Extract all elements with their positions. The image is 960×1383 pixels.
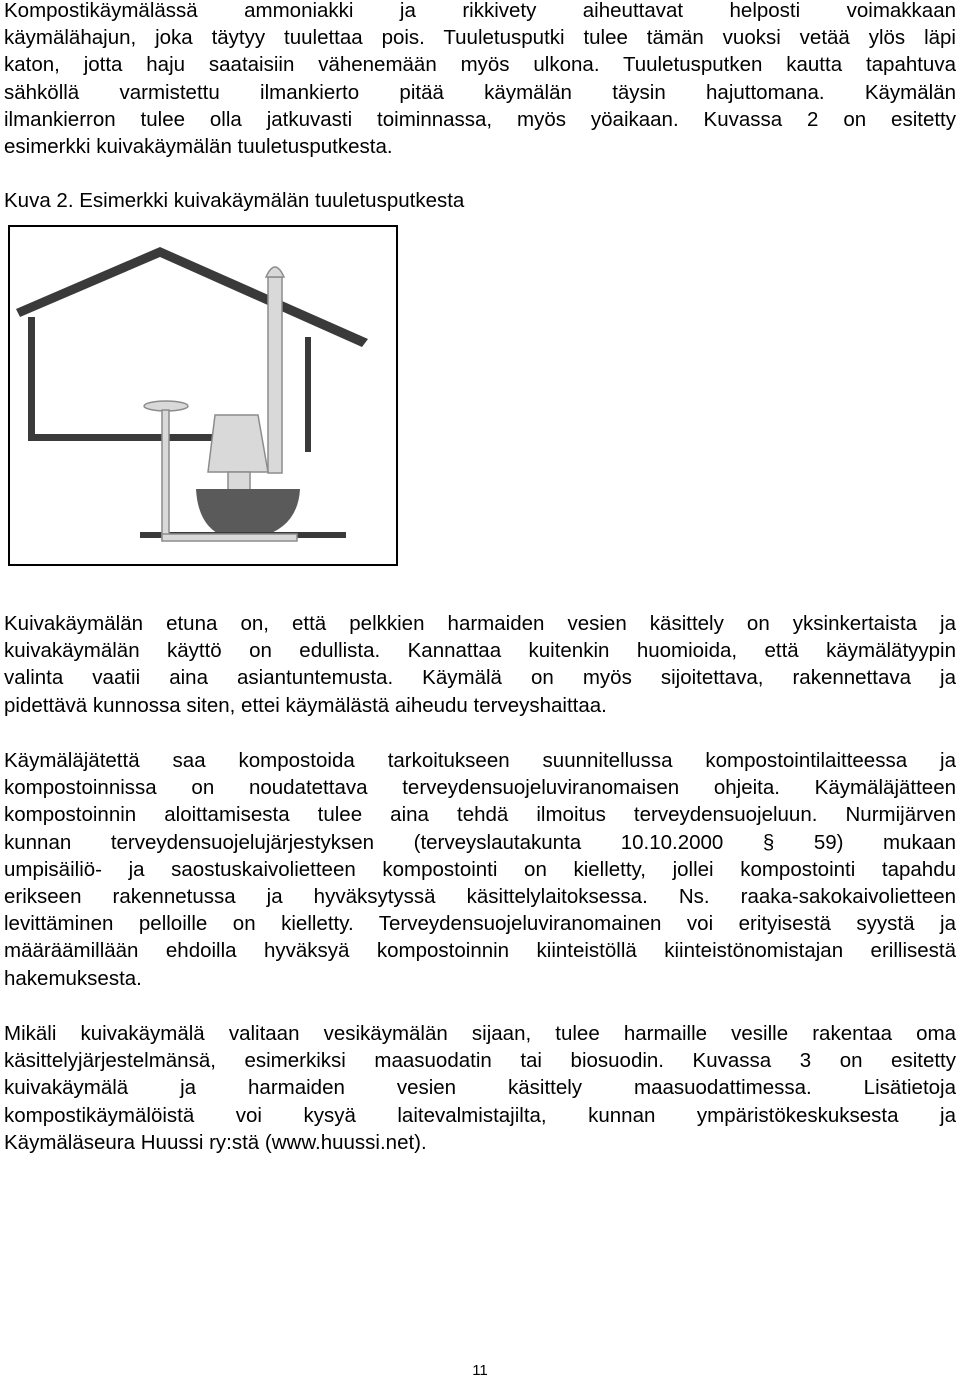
text-line: määräämillään ehdoilla hyväksyä kompostoinnin kiinteistöllä kiinteistönomistajan erillisestä bbox=[4, 939, 956, 963]
paragraph-advantages bbox=[4, 610, 956, 719]
paragraph-composting bbox=[4, 747, 956, 992]
drain-pipe bbox=[162, 534, 297, 541]
text-line: levittäminen pelloille on kielletty. Terveydensuojeluviranomainen voi erityisestä syystä ja bbox=[4, 912, 956, 936]
page-number: 11 bbox=[472, 1362, 488, 1379]
text-line: hakemuksesta. bbox=[4, 966, 142, 990]
figure-caption: Kuva 2. Esimerkki kuivakäymälän tuuletusputkesta bbox=[4, 189, 465, 212]
sink-pipe bbox=[162, 410, 169, 540]
text-line: umpisäiliö- ja saostuskaivolietteen kompostointi on kielletty, jollei kompostointi tapahdu bbox=[4, 857, 956, 881]
roof-shape bbox=[16, 247, 368, 347]
paragraph-ventilation bbox=[4, 0, 956, 160]
toilet-neck bbox=[228, 472, 250, 490]
text-line: valinta vaatii aina asiantuntemusta. Käymälä on myös sijoitettava, rakennettava ja bbox=[4, 666, 956, 690]
text-line: Kuivakäymälän etuna on, että pelkkien harmaiden vesien käsittely on yksinkertaista ja bbox=[4, 612, 956, 635]
toilet-funnel bbox=[208, 415, 268, 472]
text-line: Käymäläjätettä saa kompostoida tarkoitukseen suunnitellussa kompostointilaitteessa ja bbox=[4, 749, 956, 772]
text-line: kuivakäymälän käyttö on edullista. Kannattaa kuitenkin huomioida, että käymälätyypin bbox=[4, 639, 956, 663]
text-line: Kompostikäymälässä ammoniakki ja rikkivety aiheuttavat helposti voimakkaan bbox=[4, 0, 956, 22]
text-line: kuivakäymälä ja harmaiden vesien käsittely maasuodattimessa. Lisätietoja bbox=[4, 1076, 956, 1100]
text-line: kompostikäymälöistä voi kysyä laitevalmistajilta, kunnan ympäristökeskuksesta ja bbox=[4, 1103, 956, 1127]
text-line: katon, jotta haju saataisiin vähenemään myös ulkona. Tuuletusputken kautta tapahtuva bbox=[4, 53, 956, 77]
floor bbox=[28, 434, 239, 441]
text-line: sähköllä varmistettu ilmankierto pitää käymälän täysin hajuttomana. Käymälän bbox=[4, 80, 956, 104]
ventilation-pipe-figure bbox=[8, 225, 398, 566]
paragraph-grey-water bbox=[4, 1020, 956, 1156]
text-line: Mikäli kuivakäymälä valitaan vesikäymälän sijaan, tulee harmaille vesille rakentaa oma bbox=[4, 1022, 956, 1045]
text-line: Käymäläseura Huussi ry:stä (www.huussi.net). bbox=[4, 1130, 427, 1154]
text-line: kompostoinnissa on noudatettava terveydensuojeluviranomaisen ohjeita. Käymäläjätteen bbox=[4, 776, 956, 800]
pipe-cap bbox=[266, 267, 284, 277]
text-line: kunnan terveydensuojelujärjestyksen (terveyslautakunta 10.10.2000 § 59) mukaan bbox=[4, 830, 956, 854]
dry-toilet-illustration bbox=[10, 227, 396, 564]
left-wall bbox=[28, 317, 35, 439]
right-wall bbox=[305, 337, 311, 452]
text-line: ilmankierron tulee olla jatkuvasti toiminnassa, myös yöaikaan. Kuvassa 2 on esitetty bbox=[4, 107, 956, 131]
text-line: erikseen rakennetussa ja hyväksytyssä käsittelylaitoksessa. Ns. raaka-sakokaivolietteen bbox=[4, 885, 956, 909]
text-line: pidettävä kunnossa siten, ettei käymälästä aiheudu terveyshaittaa. bbox=[4, 693, 607, 717]
ventilation-pipe bbox=[268, 277, 282, 473]
text-line: kompostoinnin aloittamisesta tulee aina tehdä ilmoitus terveydensuojeluun. Nurmijärven bbox=[4, 803, 956, 827]
text-line: käymälähajun, joka täytyy tuulettaa pois. Tuuletusputki tulee tämän vuoksi vetää ylös läpi bbox=[4, 26, 956, 50]
text-line: esimerkki kuivakäymälän tuuletusputkesta. bbox=[4, 135, 393, 159]
text-line: käsittelyjärjestelmänsä, esimerkiksi maasuodatin tai biosuodin. Kuvassa 3 on esitetty bbox=[4, 1049, 956, 1073]
compost-container bbox=[196, 489, 300, 537]
